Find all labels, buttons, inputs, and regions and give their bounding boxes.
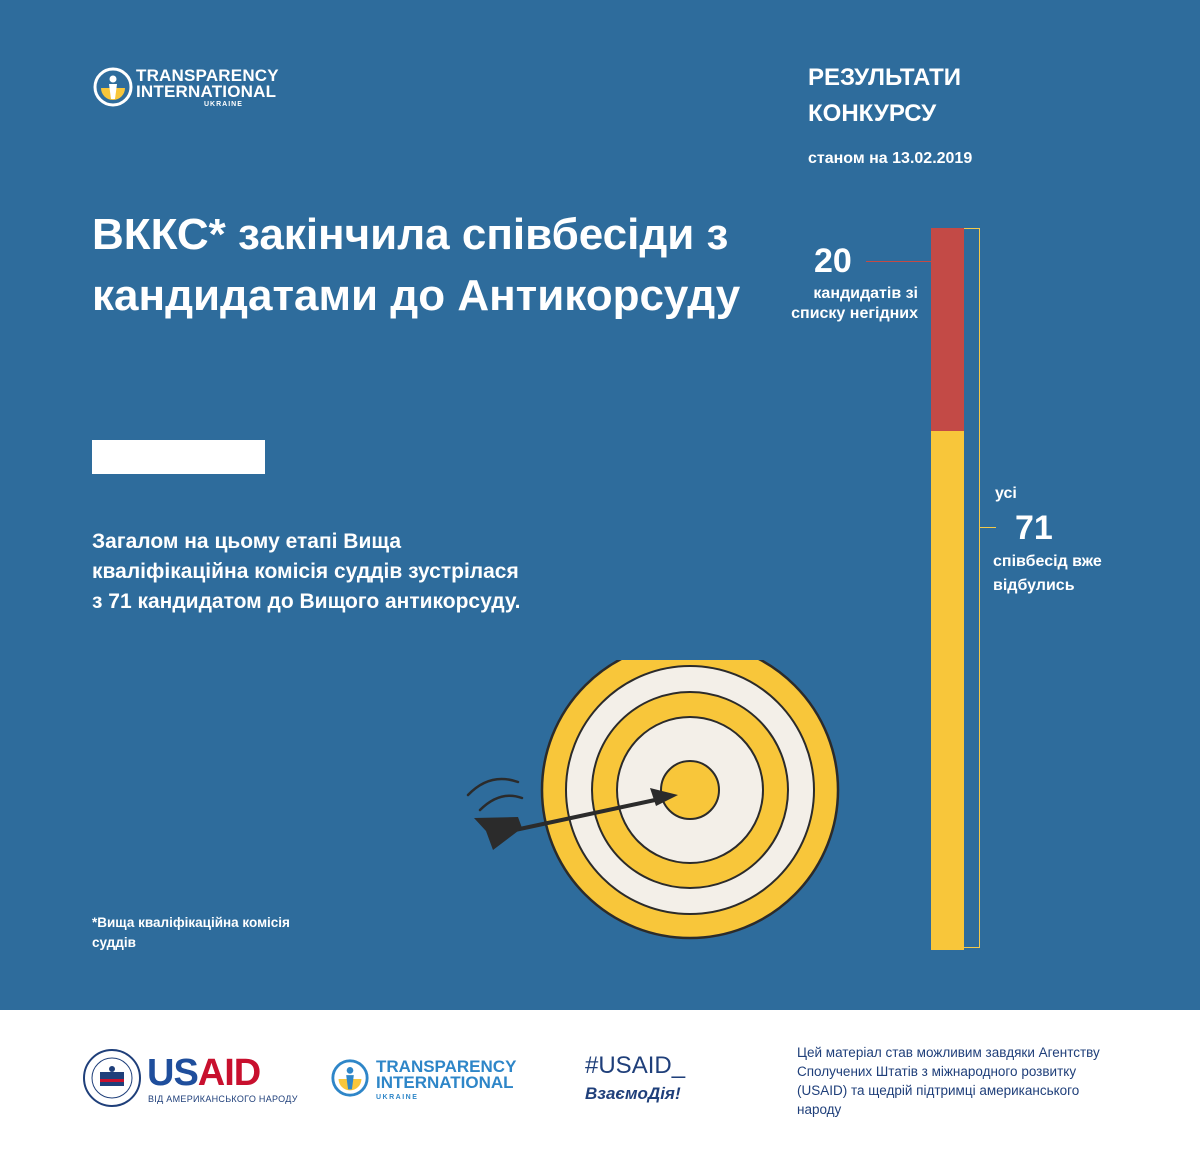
chart-connector-total	[980, 527, 996, 528]
hashtag-usaid: #USAID_	[585, 1052, 686, 1079]
usaid-logo-us: US	[147, 1052, 198, 1094]
ti-logo-line1: TRANSPARENCY	[136, 66, 279, 85]
target-with-arrow-illustration	[460, 660, 860, 950]
target-bullseye	[661, 761, 719, 819]
chart-connector-highlight	[866, 261, 931, 262]
results-title: РЕЗУЛЬТАТИ КОНКУРСУ	[808, 64, 962, 127]
white-divider-bar	[92, 440, 265, 474]
usaid-logo-text	[147, 1052, 260, 1095]
chart-label-highlight: кандидатів зі списку негідних	[791, 285, 918, 322]
usaid-tagline: ВІД АМЕРИКАНСЬКОГО НАРОДУ	[148, 1094, 298, 1104]
ti-footer-line2: INTERNATIONAL	[376, 1073, 514, 1092]
usaid-disclaimer: Цей матеріал став можливим завдяки Агентству Сполучених Штатів з міжнародного розвитку (USAID) та щедрій підтримці американського народу	[797, 1045, 1100, 1117]
footnote: *Вища кваліфікаційна комісія суддів	[92, 915, 290, 950]
headline: ВККС* закінчила співбесіди з кандидатами до Антикорсуду	[92, 210, 741, 320]
results-date: станом на 13.02.2019	[808, 150, 973, 167]
ti-footer-line3: UKRAINE	[376, 1094, 419, 1101]
chart-bar-rest	[931, 431, 964, 950]
chart-value-total: 71	[1015, 509, 1053, 547]
ti-footer-line1: TRANSPARENCY	[376, 1057, 517, 1076]
chart-bar-highlight	[931, 228, 964, 431]
arrow-motion-line-2	[480, 796, 522, 810]
ti-logo-line2: INTERNATIONAL	[136, 82, 277, 101]
chart-total-prefix: усі	[995, 485, 1017, 502]
ti-footer-logo-icon	[330, 1058, 370, 1098]
chart-label-total: співбесід вже відбулись	[993, 553, 1102, 594]
chart-value-highlight: 20	[814, 242, 852, 280]
summary-text: Загалом на цьому етапі Вища кваліфікаційна комісія суддів зустрілася з 71 кандидатом до Вищого антикорсуду.	[92, 530, 521, 613]
ti-logo-mark-icon	[92, 66, 134, 108]
usaid-seal-icon	[82, 1048, 142, 1108]
arrow-motion-line-1	[468, 779, 518, 795]
usaid-logo-aid: AID	[197, 1052, 261, 1094]
hashtag-vzaiemodiia: ВзаємоДія!	[585, 1084, 681, 1103]
arrow-fletching	[474, 817, 522, 850]
ti-logo-line3: UKRAINE	[204, 101, 243, 108]
